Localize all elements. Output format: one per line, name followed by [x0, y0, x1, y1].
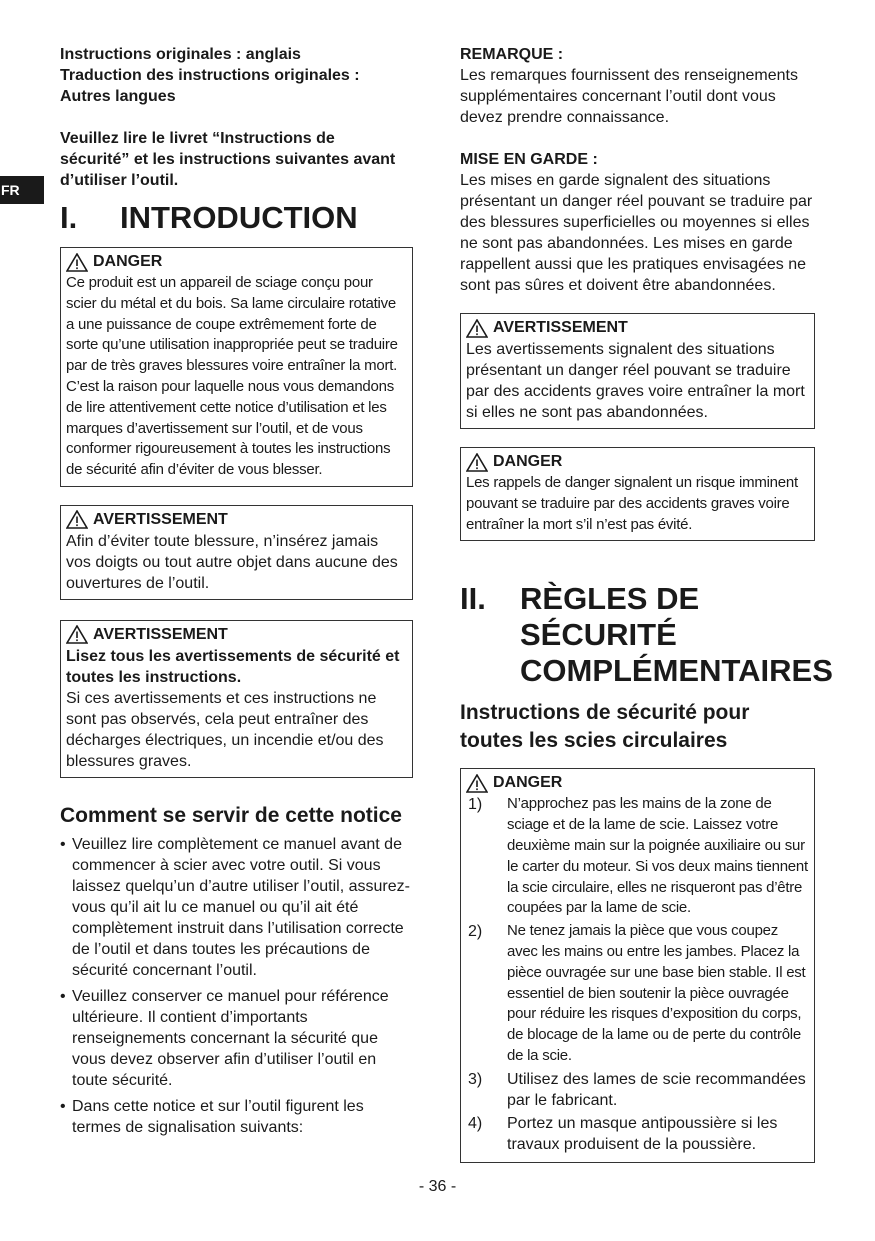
left-column: [60, 44, 413, 1143]
notice-line: d’utiliser l’outil.: [60, 172, 179, 189]
warning-triangle-icon: [466, 453, 488, 472]
bullet-text: Veuillez conserver ce manuel pour référence ultérieure. Il contient d’importants renseignements concernant la sécurité que vous devez observer afin d’utiliser l’outil en toute sécurité.: [72, 987, 389, 1089]
section-title: [520, 581, 833, 689]
list-item: [466, 1113, 809, 1155]
heading-line: Instructions de sécurité pour: [460, 701, 750, 725]
list-item: [466, 921, 809, 1067]
list-item: [466, 794, 809, 919]
warning-triangle-icon: [466, 774, 488, 793]
header-line: Autres langues: [60, 88, 176, 105]
section-heading-introduction: [60, 200, 413, 236]
how-to-use-heading: Comment se servir de cette notice: [60, 803, 402, 827]
warning-definition-box: [460, 313, 815, 429]
list-item: [466, 1069, 809, 1111]
warning-bold-text: Lisez tous les avertissements de sécurité et toutes les instructions.: [66, 647, 400, 686]
item-number: 1): [468, 796, 483, 814]
page-number: - 36 -: [418, 1178, 457, 1195]
danger-text: Ce produit est un appareil de sciage conçu pour scier du métal et du bois. Sa lame circulaire rotative a une puissance de coupe extrêmement forte de sorte qu’une utilisation inappropriée peut se traduire par de très graves blessures voire entraîner la mort. C’est la raison pour laquelle nous vous demandons de lire attentivement cette notice d’utilisation et les marques d’avertissement sur l’outil, et de vous conformer rigoureusement à toutes les instructions de sécurité afin d’éviter de vous blesser.: [66, 274, 398, 479]
warning-text: Les avertissements signalent des situations présentant un danger réel pouvant se traduire par des accidents graves voire entraîner la mort si elles ne sont pas abandonnées.: [466, 341, 805, 421]
caution-label: MISE EN GARDE :: [460, 151, 598, 168]
item-number: 3): [468, 1070, 483, 1088]
danger-label: DANGER: [93, 253, 163, 270]
list-item: [60, 986, 413, 1091]
caution-text: Les mises en garde signalent des situations présentant un danger réel pouvant se traduire par des blessures superficielles ou moyennes si elles ne sont pas abandonnées. Les mises en garde rappellent aussi que les pratiques envisagées ne sont pas sûres et doivent être abandonnées.: [460, 172, 813, 294]
section-title: INTRODUCTION: [120, 200, 358, 235]
warning-triangle-icon: [66, 625, 88, 644]
section-number: II.: [460, 581, 486, 617]
warning-text: Afin d’éviter toute blessure, n’insérez jamais vos doigts ou tout autre objet dans aucune des ouvertures de l’outil.: [66, 532, 398, 592]
warning-label-row: [66, 624, 407, 646]
notice-line: sécurité” et les instructions suivantes avant: [60, 151, 396, 168]
warning-label: AVERTISSEMENT: [93, 510, 228, 528]
warning-label-row: [466, 317, 809, 339]
warning-label-row: [66, 509, 407, 531]
bullet-glyph: •: [60, 835, 66, 853]
danger-label: DANGER: [493, 774, 563, 792]
danger-label-row: [466, 772, 809, 794]
bullet-glyph: •: [60, 987, 66, 1005]
warning-triangle-icon: [66, 510, 88, 529]
language-tab-label: FR: [1, 182, 20, 198]
danger-list-box: [460, 768, 815, 1162]
danger-numbered-list: [466, 794, 809, 1154]
danger-definition-box: [460, 447, 815, 541]
title-line: RÈGLES DE: [520, 581, 700, 617]
language-tab: [0, 176, 44, 204]
warning-box: [60, 505, 413, 600]
right-column: [460, 44, 833, 1163]
item-text: Utilisez des lames de scie recommandées par le fabricant.: [507, 1070, 806, 1109]
warning-box-read-all: [60, 620, 413, 778]
warning-text: Si ces avertissements et ces instructions ne sont pas observés, cela peut entraîner des décharges électriques, un incendie et/ou des blessures graves.: [66, 689, 384, 770]
item-number: 2): [468, 923, 483, 941]
danger-box: [60, 247, 413, 487]
warning-triangle-icon: [66, 253, 88, 272]
header-line: Instructions originales : anglais: [60, 46, 301, 63]
item-text: N’approchez pas les mains de la zone de sciage et de la lame de scie. Laissez votre deuxième main sur la poignée auxiliaire ou sur le carter du moteur. Si vos deux mains tiennent la scie circulaire, elles ne risqueront pas d’être coupées par la lame de scie.: [507, 795, 808, 917]
list-item: [60, 1096, 413, 1138]
list-item: [60, 834, 413, 981]
heading-line: toutes les scies circulaires: [460, 729, 728, 753]
header-line: Traduction des instructions originales :: [60, 67, 360, 84]
item-text: Portez un masque antipoussière si les travaux produisent de la poussière.: [507, 1114, 778, 1153]
warning-triangle-icon: [466, 319, 488, 338]
remark-text: Les remarques fournissent des renseignements supplémentaires concernant l’outil dont vous devez prendre connaissance.: [460, 67, 798, 126]
item-number: 4): [468, 1114, 483, 1132]
danger-label: DANGER: [493, 453, 563, 470]
warning-label: AVERTISSEMENT: [93, 625, 228, 643]
remark-label: REMARQUE :: [460, 46, 564, 63]
danger-label-row: [66, 251, 407, 273]
warning-label: AVERTISSEMENT: [493, 319, 628, 336]
original-instructions-header: [60, 44, 413, 107]
bullet-glyph: •: [60, 1097, 66, 1115]
bullet-text: Veuillez lire complètement ce manuel avant de commencer à scier avec votre outil. Si vous laissez quelqu’un d’autre utiliser l’outil, assurez-vous qu’il ait lu ce manuel ou qu’il ait été complètement instruit dans l’utilisation correcte de l’outil et dans toutes les précautions de sécurité concernant l’outil.: [72, 835, 410, 979]
bullet-text: Dans cette notice et sur l’outil figurent les termes de signalisation suivants:: [72, 1097, 364, 1136]
usage-bullet-list: [60, 834, 413, 1138]
item-text: Ne tenez jamais la pièce que vous coupez avec les mains ou entre les jambes. Placez la pièce ouvragée sur une base bien stable. Il est essentiel de bien soutenir la pièce ouvragée pour réduire les risques d’exposition du corps, de blocage de la lame ou de perte du contrôle de la scie.: [507, 922, 806, 1064]
notice-line: Veuillez lire le livret “Instructions de: [60, 130, 335, 147]
title-line: COMPLÉMENTAIRES: [520, 653, 833, 689]
danger-text: Les rappels de danger signalent un risque imminent pouvant se traduire par des accidents graves voire entraîner la mort s’il n’est pas évité.: [466, 474, 798, 533]
title-line: SÉCURITÉ: [520, 617, 677, 653]
section-heading-safety-rules: [460, 581, 833, 689]
circular-saws-heading: [460, 699, 815, 755]
danger-label-row: [466, 451, 809, 473]
section-number: I.: [60, 200, 78, 235]
read-first-notice: [60, 128, 413, 191]
